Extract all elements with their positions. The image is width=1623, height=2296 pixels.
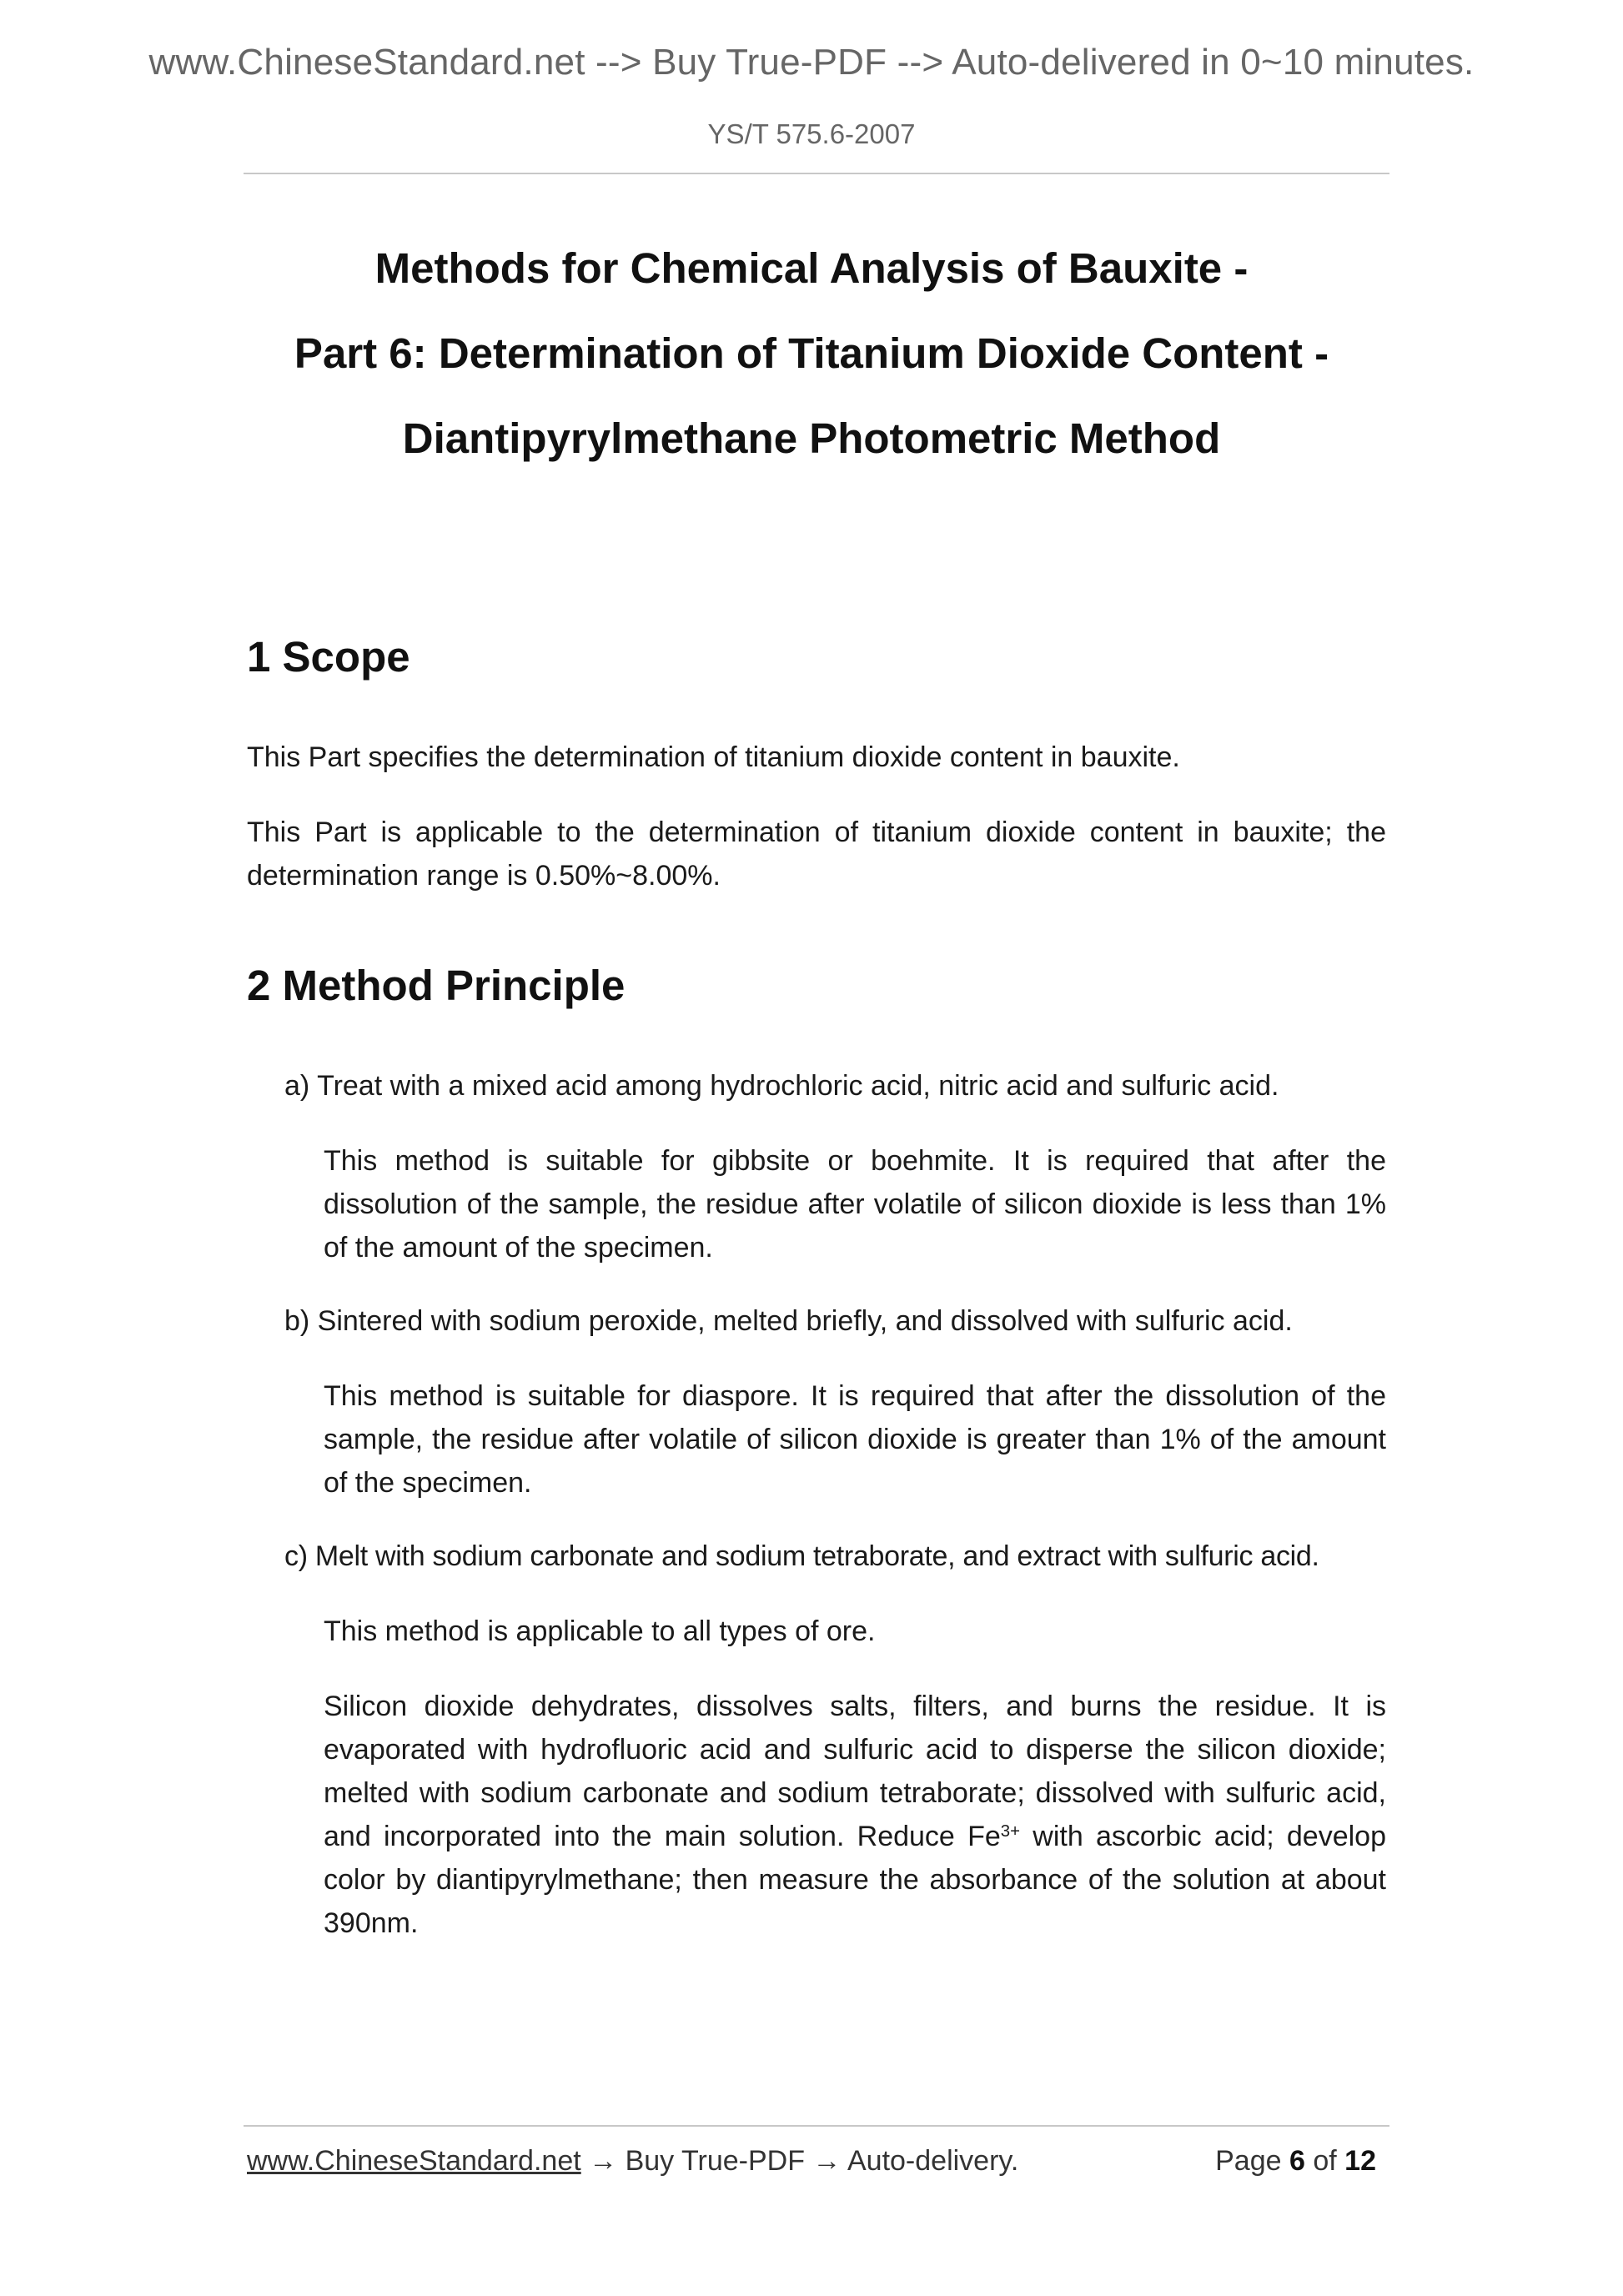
document-number: YS/T 575.6-2007 [707, 118, 916, 149]
principle-detail-text-2: with ascorbic acid; develop color by diantipyrylmethane; then measure the absorbance of the solution at about 390nm. [324, 1821, 1386, 1939]
principle-item-b-description: This method is suitable for diaspore. It is required that after the dissolution of the sample, the residue after volatile of silicon dioxide is greater than 1% of the amount of the specimen. [324, 1380, 1386, 1499]
page-indicator [1215, 2145, 1376, 2178]
principle-item-c: c) Melt with sodium carbonate and sodium tetraborate, and extract with sulfuric acid. [284, 1540, 1319, 1572]
scope-paragraph-1: This Part specifies the determination of titanium dioxide content in bauxite. [247, 741, 1180, 773]
page-of-label: of [1313, 2145, 1337, 2177]
footer-promo [247, 2145, 1018, 2178]
section-heading-scope: 1 Scope [247, 633, 410, 681]
top-banner: www.ChineseStandard.net --> Buy True-PDF --> Auto-delivered in 0~10 minutes. [148, 42, 1475, 83]
principle-detail-text-1: Silicon dioxide dehydrates, dissolves salts, filters, and burns the residue. It is evaporated with hydrofluoric acid and sulfuric acid to disperse the silicon dioxide; melted with sodium carbonate and sodium tetraborate; dissolved with sulfuric acid, and incorporated into the main solution. Reduce Fe [324, 1691, 1386, 1852]
page-total: 12 [1344, 2145, 1376, 2177]
header-divider [244, 173, 1389, 174]
footer-site-link[interactable]: www.ChineseStandard.net [247, 2145, 581, 2177]
principle-item-a-description: This method is suitable for gibbsite or boehmite. It is required that after the dissolution of the sample, the residue after volatile of silicon dioxide is less than 1% of the amount of the specimen. [324, 1145, 1386, 1264]
footer-promo-text: → Buy True-PDF → Auto-delivery. [580, 2145, 1019, 2177]
principle-item-c-detail [324, 1685, 1386, 1945]
principle-item-b: b) Sintered with sodium peroxide, melted briefly, and dissolved with sulfuric acid. [284, 1305, 1293, 1337]
section-heading-principle: 2 Method Principle [247, 962, 626, 1009]
title-line-3: Diantipyrylmethane Photometric Method [402, 414, 1221, 462]
footer-divider [244, 2125, 1389, 2127]
title-line-2: Part 6: Determination of Titanium Dioxide Content - [294, 329, 1329, 377]
page-current: 6 [1289, 2145, 1305, 2177]
scope-paragraph-2: This Part is applicable to the determination of titanium dioxide content in bauxite; the determination range is 0.50%~8.00%. [247, 816, 1386, 892]
page-label: Page [1215, 2145, 1282, 2177]
iron-ion-charge: 3+ [1000, 1821, 1021, 1841]
title-line-1: Methods for Chemical Analysis of Bauxite - [374, 244, 1249, 292]
principle-item-c-description: This method is applicable to all types of ore. [324, 1615, 876, 1647]
principle-item-a: a) Treat with a mixed acid among hydrochloric acid, nitric acid and sulfuric acid. [284, 1070, 1279, 1102]
